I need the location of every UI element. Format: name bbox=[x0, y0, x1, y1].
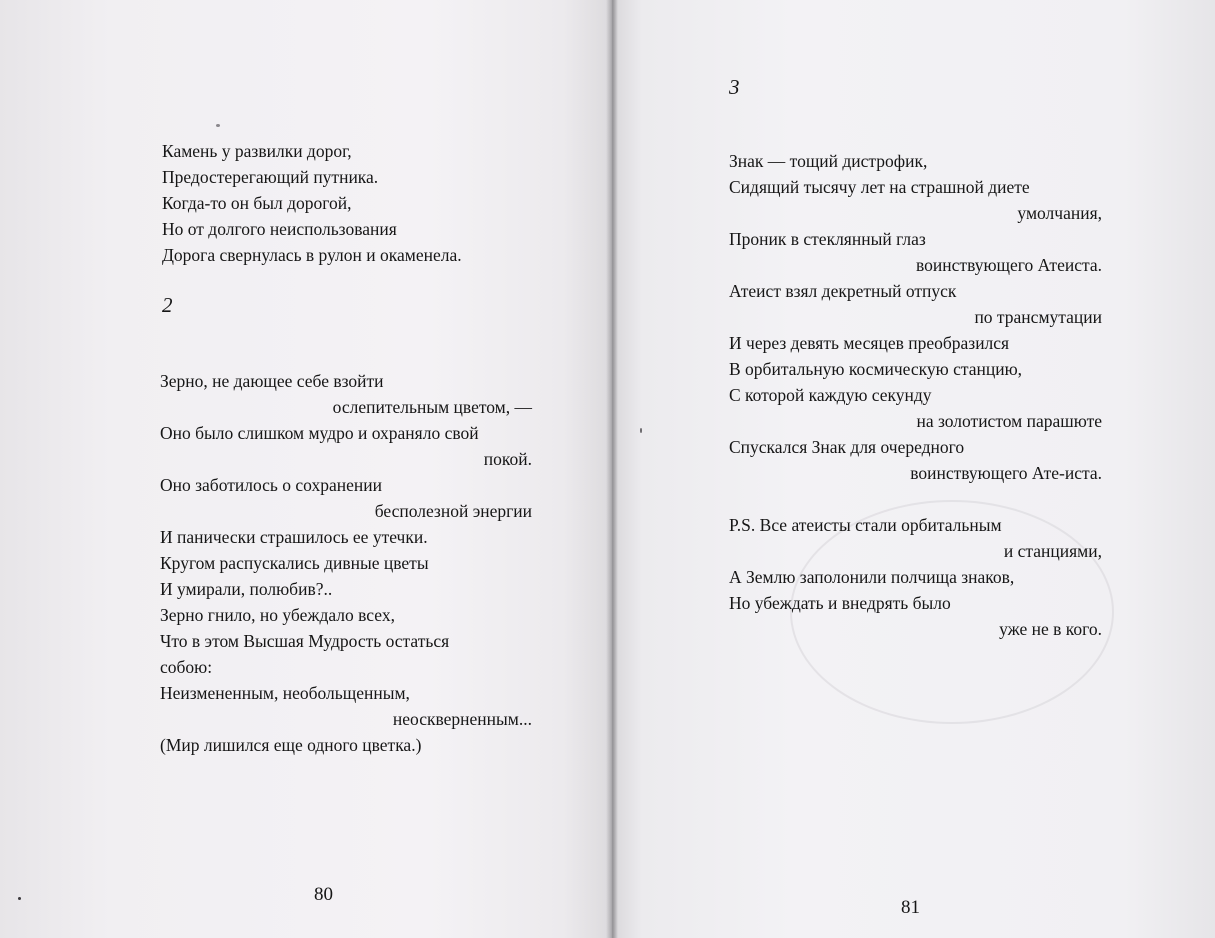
right-postscript bbox=[729, 512, 1102, 642]
poem-line: Зерно гнило, но убеждало всех, bbox=[160, 605, 395, 625]
poem-line-continued: по трансмутации bbox=[974, 307, 1102, 327]
poem-line: Неизмененным, необольщенным, bbox=[160, 683, 410, 703]
poem-line: P.S. Все атеисты стали орбитальным bbox=[729, 515, 1002, 535]
poem-line: Предостерегающий путника. bbox=[162, 167, 379, 187]
book-gutter bbox=[606, 0, 618, 938]
poem-line: Атеист взял декретный отпуск bbox=[729, 281, 957, 301]
poem-line: И панически страшилось ее утечки. bbox=[160, 527, 428, 547]
paper-speck bbox=[216, 124, 220, 127]
poem-line-continued: умолчания, bbox=[1017, 203, 1102, 223]
poem-line: А Землю заполонили полчища знаков, bbox=[729, 567, 1015, 587]
section-number-3: 3 bbox=[729, 75, 740, 99]
poem-line: Зерно, не дающее себе взойти bbox=[160, 371, 384, 391]
poem-line-continued: уже не в кого. bbox=[999, 619, 1102, 639]
poem-line: Оно заботилось о сохранении bbox=[160, 475, 382, 495]
poem-line: (Мир лишился еще одного цветка.) bbox=[160, 735, 422, 755]
page-number-right: 81 bbox=[901, 897, 920, 918]
poem-line: Проник в стеклянный глаз bbox=[729, 229, 926, 249]
poem-line: Но от долгого неиспользования bbox=[162, 219, 397, 239]
poem-line: В орбитальную космическую станцию, bbox=[729, 359, 1023, 379]
poem-line: Сидящий тысячу лет на страшной диете bbox=[729, 177, 1030, 197]
poem-line: И через девять месяцев преобразился bbox=[729, 333, 1010, 353]
section-number-2: 2 bbox=[162, 293, 173, 317]
poem-line: Камень у развилки дорог, bbox=[162, 141, 352, 161]
poem-line-continued: ослепительным цветом, — bbox=[332, 397, 532, 417]
poem-line: Знак — тощий дистрофик, bbox=[729, 151, 928, 171]
poem-line-continued: покой. bbox=[483, 449, 532, 469]
poem-line: И умирали, полюбив?.. bbox=[160, 579, 333, 599]
paper-speck bbox=[640, 428, 642, 433]
poem-line-continued: неоскверненным... bbox=[392, 709, 532, 729]
page-number-left: 80 bbox=[314, 884, 333, 905]
poem-line: С которой каждую секунду bbox=[729, 385, 932, 405]
poem-line: Когда-то он был дорогой, bbox=[162, 193, 352, 213]
poem-line: Но убеждать и внедрять было bbox=[729, 593, 951, 613]
poem-line: Дорога свернулась в рулон и окаменела. bbox=[162, 245, 462, 265]
poem-line-continued: и станциями, bbox=[1003, 541, 1102, 561]
left-stanza-intro bbox=[162, 138, 522, 268]
poem-line-continued: воинствующего Ате-иста. bbox=[910, 463, 1102, 483]
poem-line: Спускался Знак для очередного bbox=[729, 437, 965, 457]
poem-line: Что в этом Высшая Мудрость остаться bbox=[160, 631, 450, 651]
right-poem-sign bbox=[729, 148, 1102, 486]
poem-line: Оно было слишком мудро и охраняло свой bbox=[160, 423, 479, 443]
poem-line-continued: на золотистом парашюте bbox=[916, 411, 1102, 431]
poem-line-continued: бесполезной энергии bbox=[374, 501, 532, 521]
poem-line: Кругом распускались дивные цветы bbox=[160, 553, 429, 573]
poem-line: собою: bbox=[160, 657, 213, 677]
left-poem-grain bbox=[160, 368, 532, 758]
paper-speck bbox=[18, 897, 21, 900]
poem-line-continued: воинствующего Атеиста. bbox=[916, 255, 1102, 275]
